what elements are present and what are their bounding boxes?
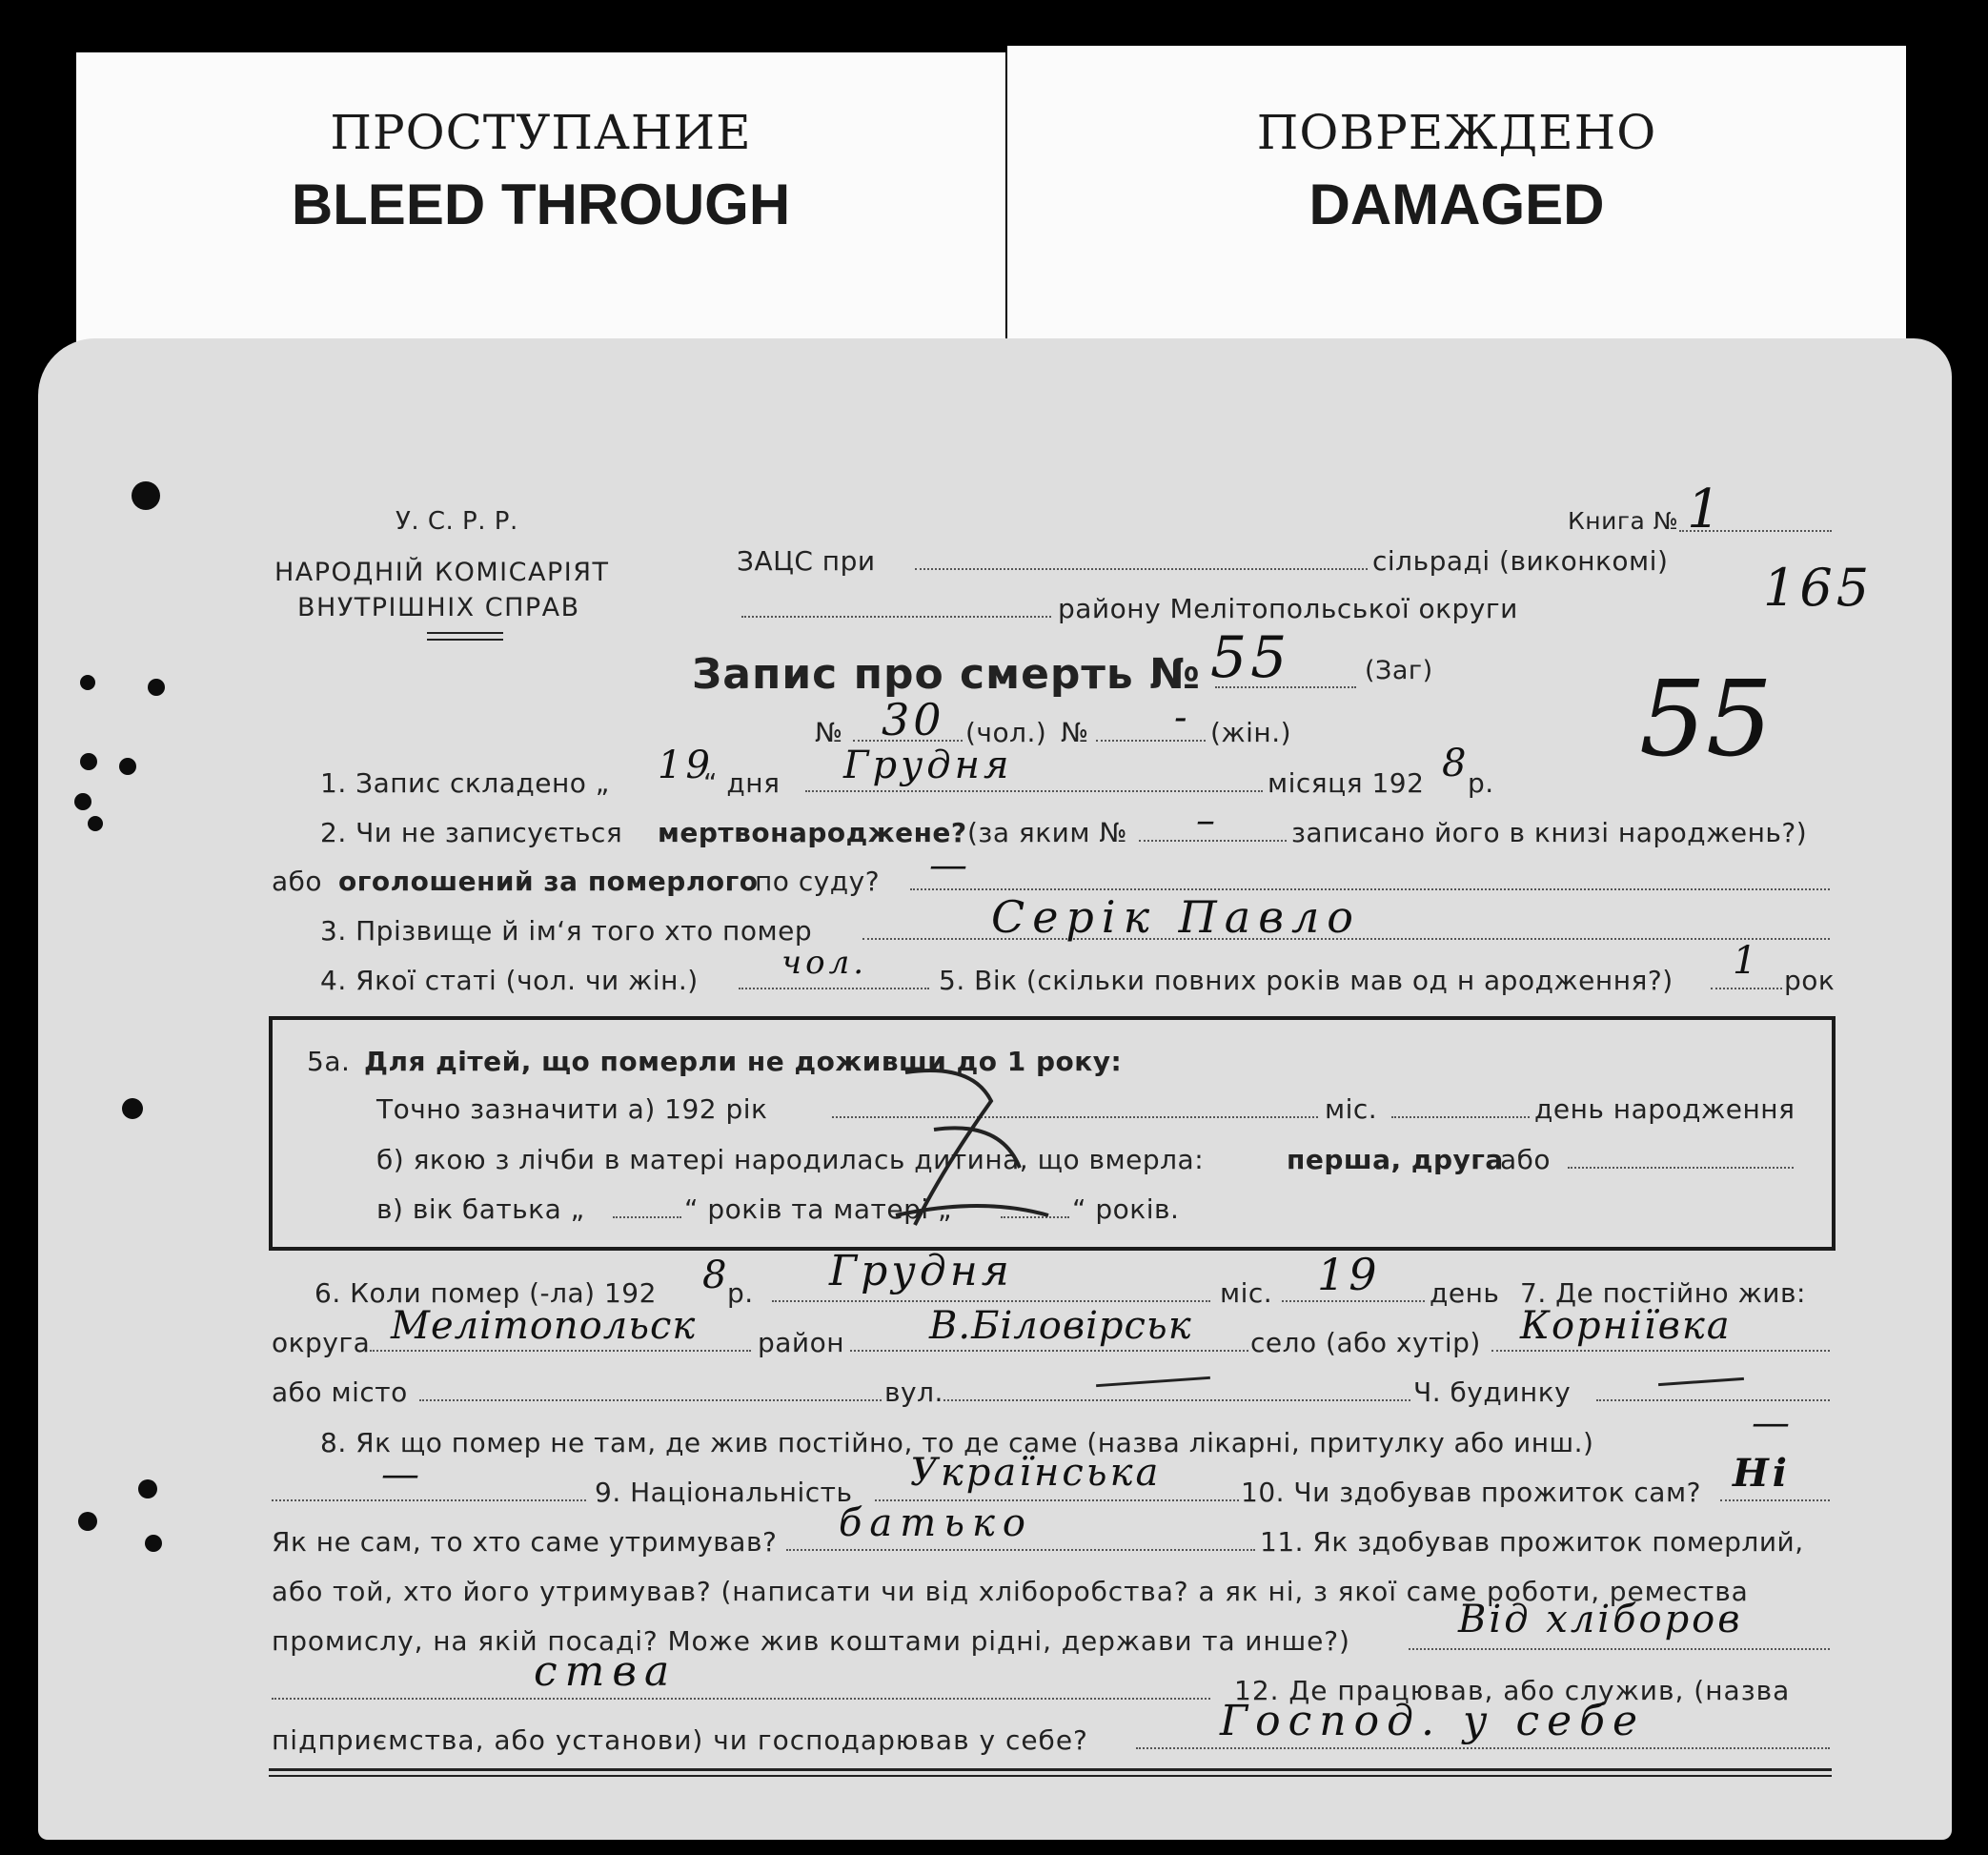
q5-line	[1711, 988, 1782, 989]
q3-label: 3. Прізвище й ім‘я того хто помер	[320, 915, 813, 947]
q5-label: 5. Вік (скільки повних років мав од н ародження?)	[939, 965, 1674, 996]
q5a-heading: Для дітей, що померли не доживши до 1 року:	[364, 1046, 1123, 1077]
form-bottom-rule	[269, 1768, 1832, 1771]
q7-okruha-label: округа	[272, 1327, 371, 1358]
record-title: Запис про смерть №	[692, 650, 1201, 699]
q2-number-value: –	[1196, 799, 1219, 843]
q11-line2: або той, хто його утримував? (написати чи від хліборобства? а як ні, з якої саме роботи, ремества	[272, 1576, 1749, 1607]
q1-label-b: “ дня	[703, 767, 781, 799]
q7-raion-label: район	[758, 1327, 845, 1358]
q12-line	[1136, 1747, 1830, 1749]
q10-value: Ні	[1733, 1451, 1791, 1496]
q11-line3: промислу, на якій посаді? Може жив коштами рідні, держави та инше?)	[272, 1625, 1350, 1657]
record-number-line	[1215, 686, 1356, 688]
punch-hole	[132, 481, 160, 510]
q7-vul-label: вул.	[884, 1376, 943, 1408]
female-number-line	[1096, 740, 1206, 742]
bleed-through-card	[76, 52, 1005, 386]
header-underline	[427, 639, 503, 641]
q6-day-value: 19	[1317, 1249, 1381, 1300]
raion-field-line	[741, 616, 1051, 618]
male-number-value: 30	[882, 694, 945, 745]
q11-value-1: Від хліборов	[1458, 1598, 1743, 1641]
q7-vul-line	[943, 1399, 1410, 1401]
zags-field-line	[915, 568, 1368, 570]
q10-line	[1720, 1499, 1830, 1501]
q6-label-b: р.	[727, 1277, 754, 1309]
q6-label-a: 6. Коли помер (-ла) 192	[314, 1277, 657, 1309]
q5-unit: рок	[1784, 965, 1836, 996]
q6-year-value: 8	[702, 1254, 731, 1297]
q1-year-value: 8	[1442, 742, 1471, 785]
q12-line2: підприємства, або установи) чи господарював у себе?	[272, 1724, 1088, 1756]
male-no-sign: №	[815, 717, 843, 748]
q7-misto-line	[419, 1399, 882, 1401]
punch-hole	[74, 793, 91, 810]
male-label: (чол.)	[965, 717, 1047, 748]
silradi-label: сільраді (виконкомі)	[1372, 545, 1669, 577]
q7-raion-line	[850, 1350, 1248, 1352]
q5a-line-c3: “ років.	[1072, 1193, 1180, 1225]
male-number-line	[853, 740, 963, 742]
q5a-line-a1: Точно зазначити а) 192 рік	[376, 1093, 768, 1125]
q7-selo-label: село (або хутір)	[1250, 1327, 1481, 1358]
q5a-order-line	[1568, 1167, 1794, 1169]
q1-day-value: 19	[658, 744, 714, 787]
q1-label-a: 1. Запис складено „	[320, 767, 610, 799]
q5a-line-b3: або	[1500, 1144, 1552, 1175]
zags-label: ЗАЦС при	[737, 545, 876, 577]
margin-stamp-number: 55	[1639, 658, 1773, 780]
q11-line	[1409, 1648, 1830, 1650]
female-no-sign: №	[1061, 717, 1089, 748]
punch-hole	[119, 758, 136, 775]
q11-line-2	[272, 1698, 1210, 1700]
q7-selo-line	[1491, 1350, 1830, 1352]
q7-misto-label: або місто	[272, 1376, 408, 1408]
q5a-line-b2: перша, друга	[1287, 1144, 1504, 1175]
record-number-value: 55	[1210, 624, 1291, 691]
q2-label-c: (за яким №	[967, 817, 1127, 848]
q6-month-line	[772, 1300, 1210, 1302]
q8-line	[272, 1499, 586, 1501]
q6-day-line	[1282, 1300, 1425, 1302]
margin-number: 165	[1763, 558, 1874, 618]
q6-month-value: Грудня	[829, 1247, 1013, 1295]
book-label: Книга №	[1568, 507, 1679, 535]
q12-line1: 12. Де працював, або служив, (назва	[1234, 1675, 1791, 1706]
commissariat-line2: ВНУТРІШНІХ СПРАВ	[297, 593, 580, 622]
punch-hole	[148, 679, 165, 696]
q6-label-c: міс.	[1220, 1277, 1273, 1309]
q4-value: чол.	[781, 944, 868, 982]
punch-hole	[122, 1098, 143, 1119]
q5-value: 1	[1733, 939, 1761, 983]
q1-month-value: Грудня	[843, 744, 1013, 787]
q1-label-d: р.	[1468, 767, 1494, 799]
q10-label: 10. Чи здобував прожиток сам?	[1241, 1477, 1701, 1508]
punch-hole	[138, 1479, 157, 1498]
bleed-through-label-ru: ПРОСТУПАНИЕ	[330, 105, 752, 160]
female-number-value: -	[1174, 696, 1191, 740]
q4-line	[739, 988, 929, 989]
q10b-label: Як не сам, то хто саме утримував?	[272, 1526, 778, 1558]
damaged-label-en: DAMAGED	[1308, 173, 1605, 236]
q9-value: Українська	[910, 1451, 1162, 1495]
q1-label-c: місяця 192	[1268, 767, 1425, 799]
cancel-mark-5a	[886, 1053, 1067, 1244]
q10b-value: батько	[839, 1501, 1033, 1545]
q7-label: 7. Де постійно жив:	[1520, 1277, 1806, 1309]
q11-value-2: ства	[534, 1647, 678, 1696]
q7-raion-value: В.Біловірськ	[929, 1304, 1192, 1348]
q8-label: 8. Як що помер не там, де жив постійно, то де саме (назва лікарні, притулку або инш.)	[320, 1427, 1594, 1458]
q11-line1: 11. Як здобував прожиток померлий,	[1260, 1526, 1804, 1558]
q3-value: Серік Павло	[991, 891, 1361, 943]
header-underline	[427, 632, 503, 634]
female-label: (жін.)	[1210, 717, 1292, 748]
q5a-line-c1: в) вік батька „	[376, 1193, 585, 1225]
form-bottom-rule	[269, 1775, 1832, 1777]
q5a-line-a2: міс.	[1325, 1093, 1378, 1125]
q5a-number: 5а.	[307, 1046, 351, 1077]
q12-value: Господ. у себе	[1220, 1697, 1646, 1745]
punch-hole	[80, 675, 95, 690]
q4-label: 4. Якої статі (чол. чи жін.)	[320, 965, 699, 996]
raion-okruha-label: району Мелітопольської округи	[1058, 593, 1518, 624]
q5a-father-age-line	[613, 1216, 681, 1218]
q2b-label-a: або	[272, 866, 323, 897]
damaged-label-ru: ПОВРЕЖДЕНО	[1256, 105, 1657, 160]
punch-hole	[78, 1512, 97, 1531]
q7-selo-value: Корніївка	[1520, 1304, 1732, 1348]
q2b-value: —	[929, 844, 971, 887]
punch-hole	[80, 753, 97, 770]
punch-hole	[88, 816, 103, 831]
q7-okruha-line	[370, 1350, 751, 1352]
zag-label: (Заг)	[1365, 656, 1433, 685]
q2b-label-b: оголошений за померлого	[338, 866, 759, 897]
q10b-line	[786, 1549, 1255, 1551]
q2b-label-c: по суду?	[755, 866, 881, 897]
punch-hole	[145, 1535, 162, 1552]
q2-label-b: мертвонароджене?	[658, 817, 967, 848]
q7-budynok-line	[1596, 1399, 1830, 1401]
bleed-through-label-en: BLEED THROUGH	[291, 173, 791, 236]
q5a-month-line	[1391, 1116, 1530, 1118]
q8-value: —	[1752, 1401, 1794, 1445]
q7-budynok-label: Ч. будинку	[1413, 1376, 1572, 1408]
q2-label-a: 2. Чи не записується	[320, 817, 623, 848]
q1-month-line	[805, 790, 1263, 792]
q9-label: 9. Національність	[595, 1477, 853, 1508]
q5a-line-a3: день народження	[1534, 1093, 1795, 1125]
q5a-line-b1: б) якою з лічби в матері народилась дитина, що вмерла:	[376, 1144, 1205, 1175]
q2b-line	[910, 888, 1830, 890]
book-number-value: 1	[1687, 479, 1725, 540]
q7-okruha-value: Мелітопольск	[391, 1304, 697, 1348]
damaged-card	[1007, 46, 1906, 360]
q2-label-d: записано його в книзі народжень?)	[1291, 817, 1808, 848]
q5a-line-c2: “ років та матері „	[684, 1193, 953, 1225]
usrr-label: У. С. Р. Р.	[396, 507, 518, 536]
q6-label-d: день	[1430, 1277, 1500, 1309]
commissariat-line1: НАРОДНІЙ КОМІСАРІЯТ	[274, 558, 610, 587]
q8-value-2: —	[381, 1453, 423, 1497]
